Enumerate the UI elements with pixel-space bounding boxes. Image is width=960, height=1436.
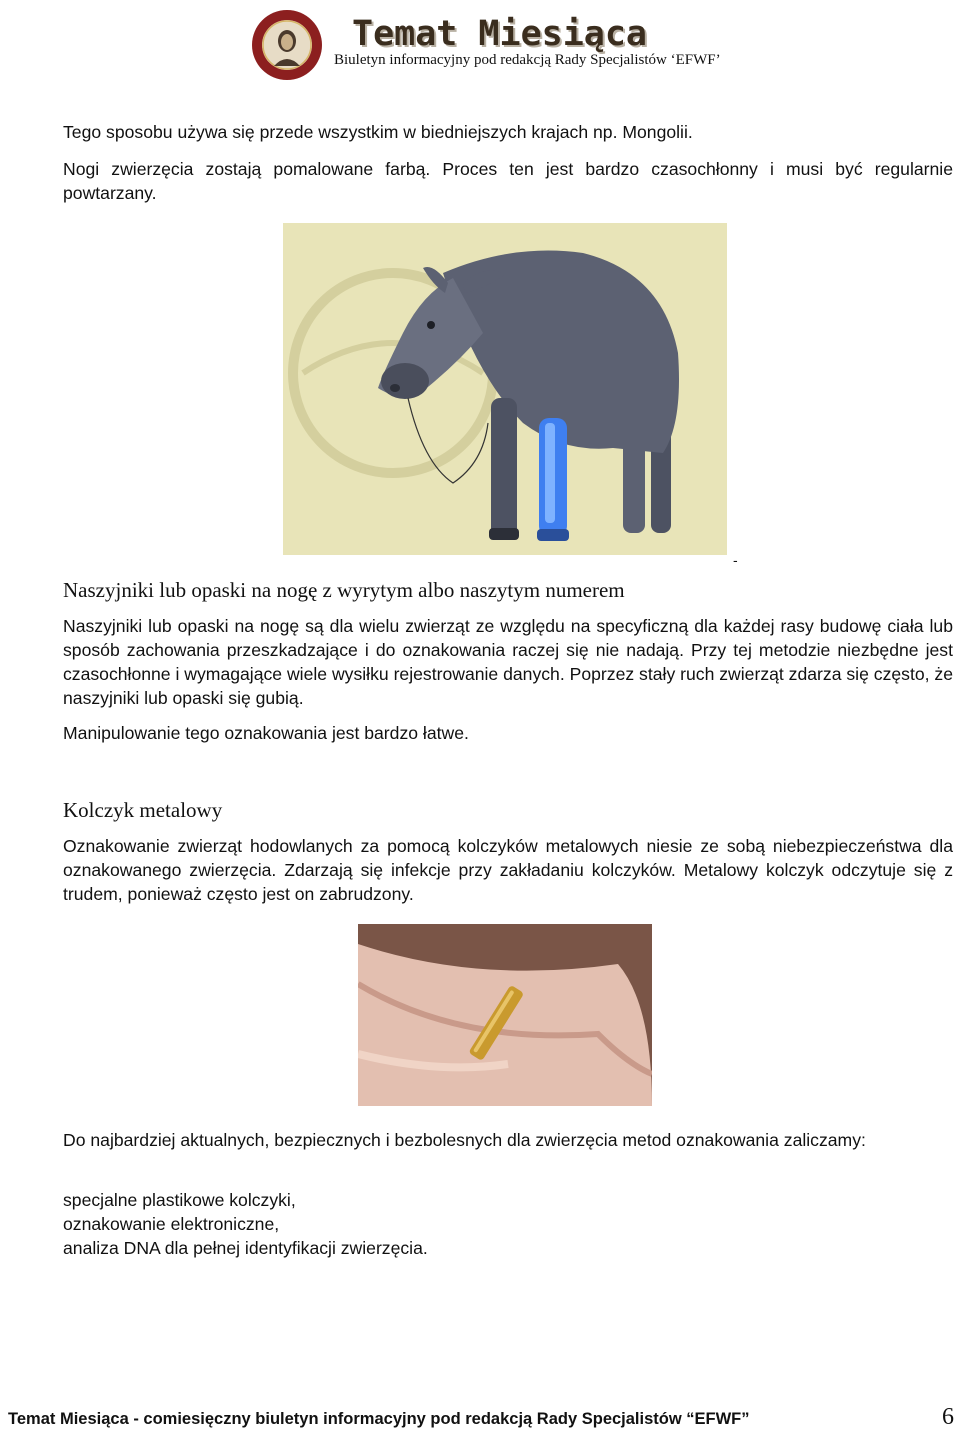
list-item: oznakowanie elektroniczne, [63, 1214, 280, 1234]
list-item: analiza DNA dla pełnej identyfikacji zwierzęcia. [63, 1238, 428, 1258]
intro-line-1: Tego sposobu używa się przede wszystkim w biedniejszych krajach np. Mongolii. [63, 122, 693, 142]
metal-tag-paragraph: Oznakowanie zwierząt hodowlanych za pomocą kolczyków metalowych niesie ze sobą niebezpieczeństwa dla oznakowanego zwierzęcia. Zdarzają się infekcje przy zakładaniu kolczyków. Metalowy kolczyk odczytuje się z trudem, ponieważ często jest on zabrudzony. [63, 836, 953, 904]
separator-dash: - [733, 552, 738, 568]
page-number: 6 [942, 1404, 954, 1430]
section-heading-metal-tag: Kolczyk metalowy [63, 798, 223, 822]
leg-bands-paragraph: Naszyjniki lub opaski na nogę są dla wielu zwierząt ze względu na specyficzną dla każdej rasy budowę ciała lub sposób zachowania przeszkadzające i do oznakowania raczej się nie nadają. Przy tej metodzie niezbędne jest czasochłonne i wymagające wiele wysiłku rejestrowanie danych. Poprzez stały ruch zwierząt zdarza się często, że naszyjniki lub opaski się gubią. [63, 616, 953, 708]
methods-list [63, 1188, 428, 1260]
intro-line-2: Nogi zwierzęcia zostają pomalowane farbą. Proces ten jest bardzo czasochłonny i musi być regularnie powtarzany. [63, 159, 953, 203]
europejskie-forum-logo-icon [250, 8, 324, 82]
header-subtitle: Biuletyn informacyjny pod redakcją Rady Specjalistów ‘EFWF’ [334, 52, 721, 68]
section-heading-leg-bands: Naszyjniki lub opaski na nogę z wyrytym albo naszytym numerem [63, 578, 625, 602]
page-footer: Temat Miesiąca - comiesięczny biuletyn informacyjny pod redakcją Rady Specjalistów “EFWF” [8, 1410, 750, 1428]
leg-bands-note: Manipulowanie tego oznakowania jest bardzo łatwe. [63, 723, 469, 743]
cow-painted-leg-illustration [283, 223, 727, 555]
page-header [250, 8, 810, 78]
header-title: Temat Miesiąca [352, 14, 648, 54]
list-item: specjalne plastikowe kolczyki, [63, 1190, 296, 1210]
metal-ear-tag-photo [358, 924, 652, 1106]
conclusion-paragraph: Do najbardziej aktualnych, bezpiecznych i bezbolesnych dla zwierzęcia metod oznakowania zaliczamy: [63, 1130, 866, 1150]
